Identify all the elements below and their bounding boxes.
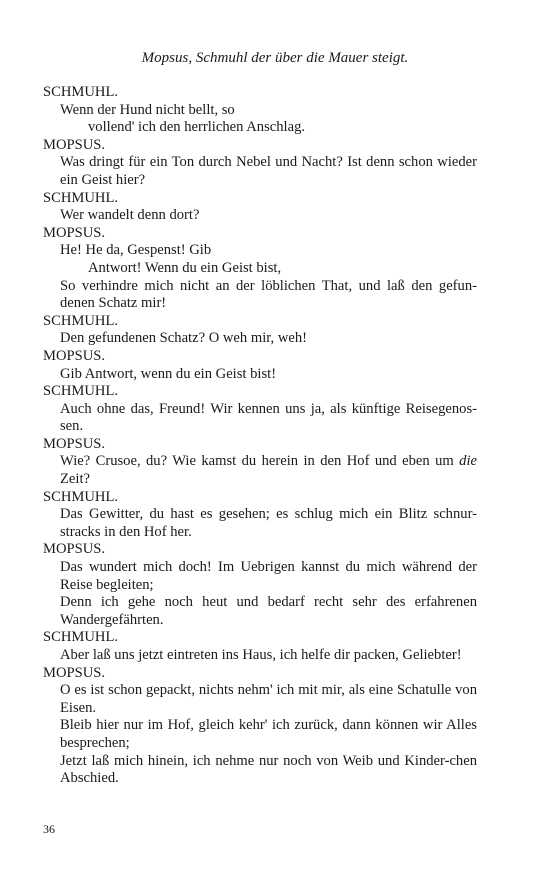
- dialogue-body: [43, 84, 477, 788]
- speaker-label: MOPSUS.: [43, 541, 106, 558]
- speaker-label: MOPSUS.: [43, 664, 106, 681]
- verse-line: Was dringt für ein Ton durch Nebel und Nacht? Ist denn schon wieder ein Geist hier?: [60, 154, 477, 188]
- speaker-label: MOPSUS.: [43, 347, 106, 364]
- verse-line: Aber laß uns jetzt eintreten ins Haus, ich helfe dir packen, Geliebter!: [60, 647, 462, 663]
- verse-line: Denn ich gehe noch heut und bedarf recht sehr des erfahrenen Wandergefährten.: [60, 594, 477, 628]
- emphasized-word: die: [459, 453, 478, 470]
- page-number: 36: [43, 822, 55, 836]
- verse-line: [43, 453, 477, 488]
- verse-line: He! He da, Gespenst! Gib: [60, 242, 212, 259]
- speaker-label: MOPSUS.: [43, 136, 106, 153]
- verse-line: vollend' ich den herrlichen Anschlag.: [88, 119, 306, 136]
- verse-line: Das Gewitter, du hast es gesehen; es schlug mich ein Blitz schnur-stracks in den Hof her.: [60, 506, 477, 540]
- verse-line: Das wundert mich doch! Im Uebrigen kannst du mich während der Reise begleiten;: [60, 559, 477, 593]
- verse-line: Gib Antwort, wenn du ein Geist bist!: [60, 365, 277, 382]
- speaker-label: SCHMUHL.: [43, 383, 119, 400]
- verse-line: Den gefundenen Schatz? O weh mir, weh!: [60, 330, 308, 347]
- verse-line: O es ist schon gepackt, nichts nehm' ich mit mir, als eine Schatulle von Eisen.: [60, 682, 477, 716]
- speaker-label: MOPSUS.: [43, 435, 106, 452]
- speaker-label: SCHMUHL.: [43, 488, 119, 505]
- verse-line: Auch ohne das, Freund! Wir kennen uns ja, als künftige Reisegenos-sen.: [60, 400, 477, 435]
- speaker-label: SCHMUHL.: [43, 189, 119, 206]
- stage-direction: Mopsus, Schmuhl der über die Mauer steigt.: [141, 50, 409, 66]
- verse-line: Bleib hier nur im Hof, gleich kehr' ich zurück, dann können wir Alles besprechen;: [60, 717, 477, 751]
- verse-line: Wenn der Hund nicht bellt, so: [60, 101, 235, 118]
- speaker-label: SCHMUHL.: [43, 312, 119, 329]
- verse-text: Zeit?: [60, 471, 90, 488]
- speaker-label: MOPSUS.: [43, 224, 106, 241]
- speaker-label: SCHMUHL.: [43, 84, 119, 100]
- verse-text: Wie? Crusoe, du? Wie kamst du herein in den Hof und eben um: [60, 453, 454, 470]
- verse-line: Wer wandelt denn dort?: [60, 207, 200, 224]
- verse-line: So verhindre mich nicht an der löblichen That, und laß den gefun-denen Schatz mir!: [60, 277, 477, 312]
- verse-line: Jetzt laß mich hinein, ich nehme nur noch von Weib und Kinder-chen Abschied.: [60, 752, 477, 787]
- verse-line: Antwort! Wenn du ein Geist bist,: [88, 259, 282, 276]
- speaker-label: SCHMUHL.: [43, 629, 119, 646]
